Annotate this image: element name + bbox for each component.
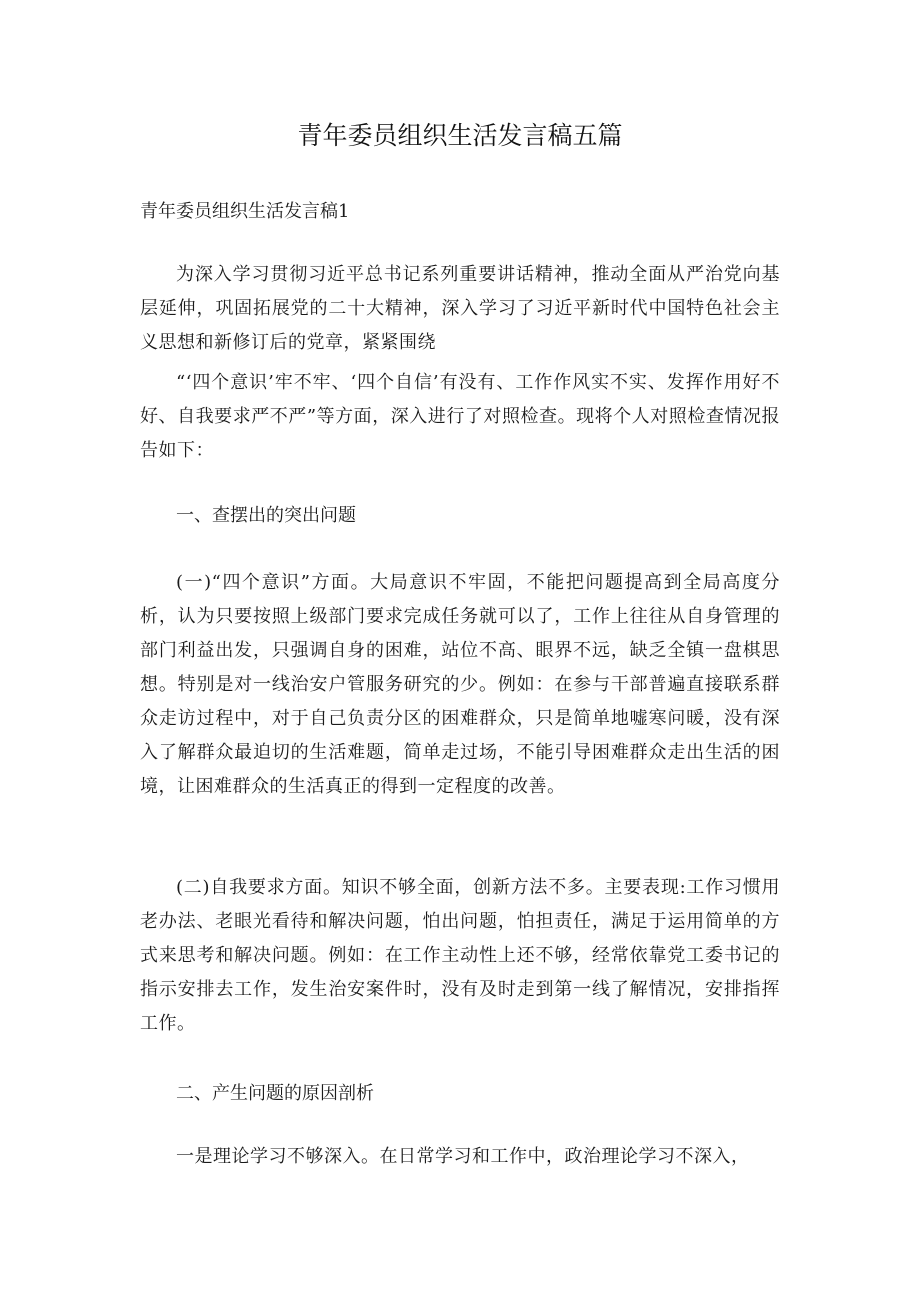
section-2-paragraph-1: 一是理论学习不够深入。在日常学习和工作中，政治理论学习不深入，	[176, 1146, 750, 1167]
section-1-paragraph-1: (一)“四个意识”方面。大局意识不牢固，不能把问题提高到全局高度分析，认为只要按照上级部门要求完成任务就可以了，工作上往往从自身管理的部门利益出发，只强调自身的困难，站位不高、眼界不远，缺乏全镇一盘棋思想。特别是对一线治安户管服务研究的少。例如：在参与干部普遍直接联系群众走访过程中，对于自己负责分区的困难群众，只是简单地嘘寒问暖，没有深入了解群众最迫切的生活难题，简单走过场，不能引导困难群众走出生活的困境，让困难群众的生活真正的得到一定程度的改善。	[140, 572, 780, 797]
document-subtitle: 青年委员组织生活发言稿1	[140, 201, 350, 222]
intro-paragraph: 为深入学习贯彻习近平总书记系列重要讲话精神，推动全面从严治党向基层延伸，巩固拓展党的二十大精神，深入学习了习近平新时代中国特色社会主义思想和新修订后的党章，紧紧围绕	[140, 264, 780, 353]
document-title: 青年委员组织生活发言稿五篇	[297, 121, 623, 150]
section-2-heading: 二、产生问题的原因剖析	[176, 1083, 374, 1104]
section-1-heading: 一、查摆出的突出问题	[176, 505, 356, 526]
intro-paragraph-2: “‘四个意识’牢不牢、‘四个自信’有没有、工作作风实不实、发挥作用好不好、自我要求严不严”等方面，深入进行了对照检查。现将个人对照检查情况报告如下：	[140, 372, 780, 461]
section-1-paragraph-2: (二)自我要求方面。知识不够全面，创新方法不多。主要表现:工作习惯用老办法、老眼光看待和解决问题，怕出问题，怕担责任，满足于运用简单的方式来思考和解决问题。例如：在工作主动性上还不够，经常依靠党工委书记的指示安排去工作，发生治安案件时，没有及时走到第一线了解情况，安排指挥工作。	[140, 877, 780, 1034]
